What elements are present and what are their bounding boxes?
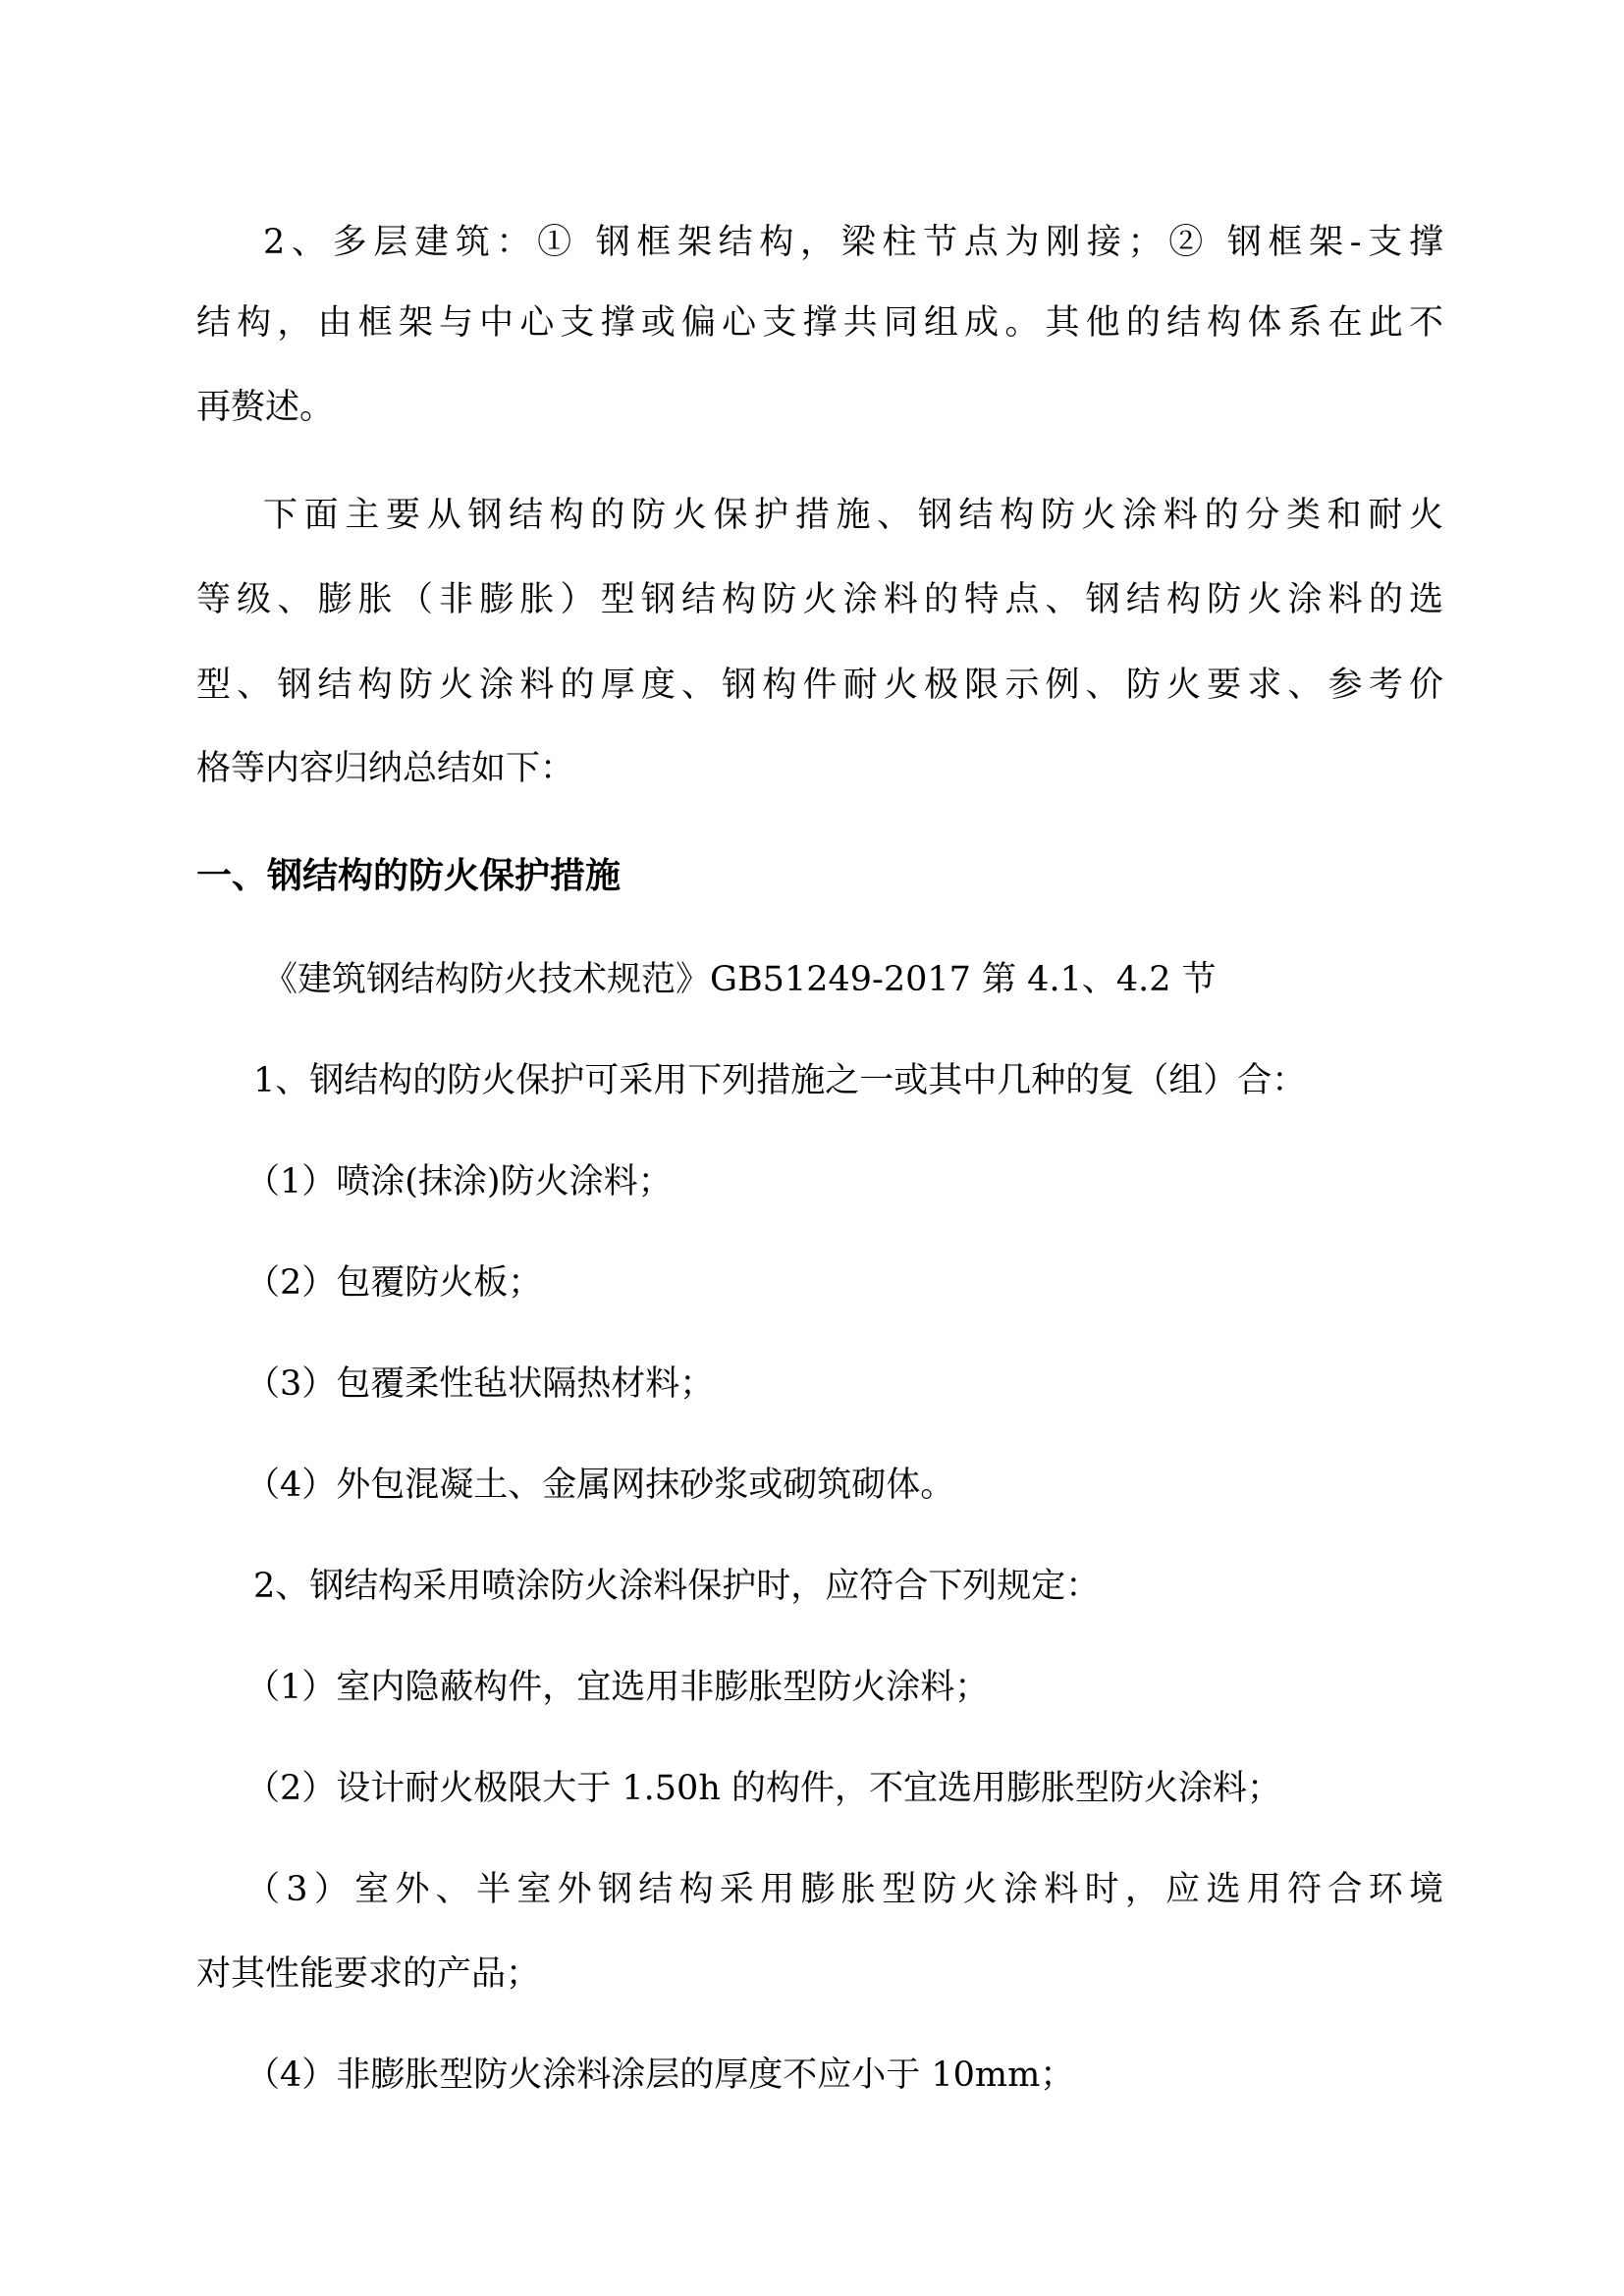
clause-2-item-4: （4）非膨胀型防火涂料涂层的厚度不应小于 10mm；	[245, 2056, 1075, 2095]
clause-1-item-1: （1）喷涂(抹涂)防火涂料；	[245, 1162, 673, 1201]
intro-paragraph-line-4: 格等内容归纳总结如下：	[196, 749, 575, 788]
multistory-paragraph-line-1: 2、多层建筑：① 钢框架结构，梁柱节点为刚接；② 钢框架-支撑	[263, 223, 1443, 262]
standard-reference: 《建筑钢结构防火技术规范》GB51249-2017 第 4.1、4.2 节	[263, 960, 1217, 999]
clause-2-item-2: （2）设计耐火极限大于 1.50h 的构件，不宜选用膨胀型防火涂料；	[245, 1769, 1281, 1808]
clause-1-item-4: （4）外包混凝土、金属网抹砂浆或砌筑砌体。	[245, 1466, 955, 1505]
intro-paragraph-line-1: 下面主要从钢结构的防火保护措施、钢结构防火涂料的分类和耐火	[263, 496, 1443, 535]
clause-1-title: 1、钢结构的防火保护可采用下列措施之一或其中几种的复（组）合：	[253, 1061, 1307, 1100]
clause-1-item-3: （3）包覆柔性毡状隔热材料；	[245, 1364, 715, 1404]
clause-2-item-1: （1）室内隐蔽构件，宜选用非膨胀型防火涂料；	[245, 1668, 990, 1707]
clause-1-item-2: （2）包覆防火板；	[245, 1263, 543, 1303]
section-heading: 一、钢结构的防火保护措施	[196, 856, 622, 896]
multistory-paragraph-line-3: 再赘述。	[196, 388, 335, 427]
intro-paragraph-line-2: 等级、膨胀（非膨胀）型钢结构防火涂料的特点、钢结构防火涂料的选	[196, 580, 1443, 619]
multistory-paragraph-line-2: 结构，由框架与中心支撑或偏心支撑共同组成。其他的结构体系在此不	[196, 303, 1443, 343]
intro-paragraph-line-3: 型、钢结构防火涂料的厚度、钢构件耐火极限示例、防火要求、参考价	[196, 666, 1443, 705]
clause-2-item-3-line-2: 对其性能要求的产品；	[196, 1954, 541, 1994]
clause-2-item-3-line-1: （3）室外、半室外钢结构采用膨胀型防火涂料时，应选用符合环境	[245, 1870, 1443, 1909]
clause-2-title: 2、钢结构采用喷涂防火涂料保护时，应符合下列规定：	[253, 1567, 1101, 1606]
